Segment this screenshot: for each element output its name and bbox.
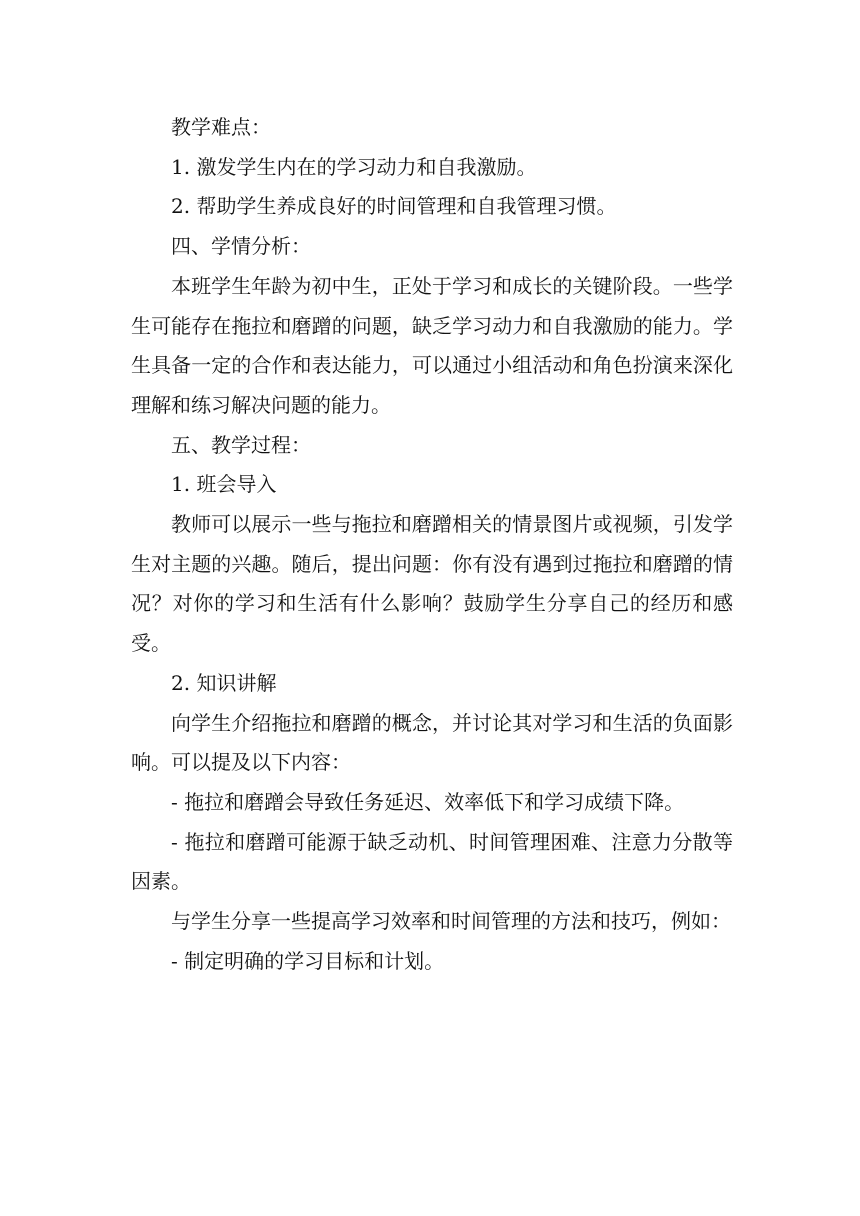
heading-student-analysis: 四、学情分析： [171,234,311,259]
heading-teaching-difficulties: 教学难点： [171,115,271,139]
process-step-2-title: 2. 知识讲解 [171,670,277,695]
bullet-item: - 拖拉和磨蹭会导致任务延迟、效率低下和学习成绩下降。 [171,789,685,814]
bullet-item: - 制定明确的学习目标和计划。 [171,948,445,973]
methods-intro-paragraph: 与学生分享一些提高学习效率和时间管理的方法和技巧，例如： [171,909,731,934]
difficulty-item-2: 2. 帮助学生养成良好的时间管理和自我管理习惯。 [171,194,617,219]
process-step-1-title: 1. 班会导入 [171,472,277,497]
process-step-1-paragraph: 教师可以展示一些与拖拉和磨蹭相关的情景图片或视频，引发学生对主题的兴趣。随后，提出问题：你有没有遇到过拖拉和磨蹭的情况？对你的学习和生活有什么影响？鼓励学生分享自己的经历和感受。 [131,512,733,656]
document-body [131,108,733,981]
bullet-item: - 拖拉和磨蹭可能源于缺乏动机、时间管理困难、注意力分散等因素。 [131,829,733,894]
student-analysis-paragraph: 本班学生年龄为初中生，正处于学习和成长的关键阶段。一些学生可能存在拖拉和磨蹭的问题，缺乏学习动力和自我激励的能力。学生具备一定的合作和表达能力，可以通过小组活动和角色扮演来深化理解和练习解决问题的能力。 [131,273,733,417]
heading-teaching-process: 五、教学过程： [171,432,311,457]
process-step-2-paragraph: 向学生介绍拖拉和磨蹭的概念，并讨论其对学习和生活的负面影响。可以提及以下内容： [131,710,733,775]
difficulty-item-1: 1. 激发学生内在的学习动力和自我激励。 [171,154,537,179]
